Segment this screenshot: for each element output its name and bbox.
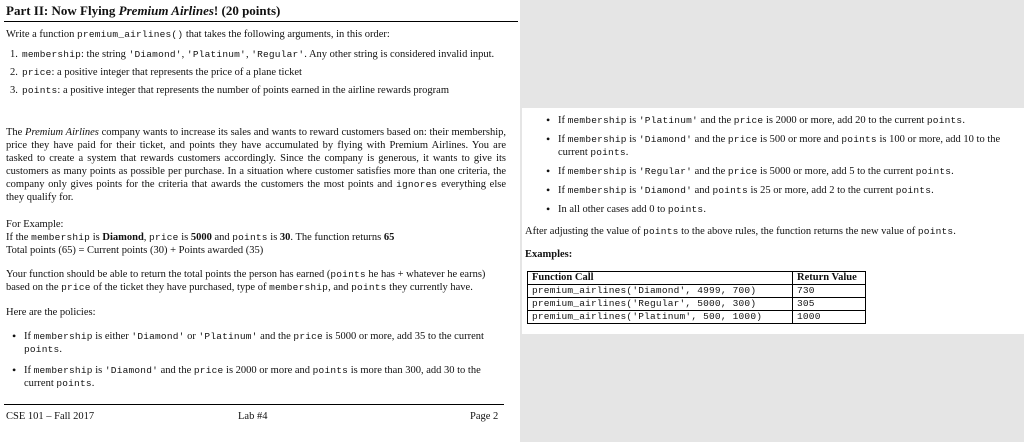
argument-value: 'Regular' bbox=[251, 49, 305, 60]
rule-text: . bbox=[931, 185, 934, 196]
rules-list bbox=[540, 114, 1020, 216]
intro-text: Write a function bbox=[6, 29, 78, 40]
rule-code: points bbox=[895, 185, 932, 196]
description-text: company wants to increase its sales and wants to reward customers based on: their membership, price they have paid for their ticket, and points they have accumulated by flying with Premium Airlines. You are tasked to create a system that rewards customers accordingly. Since the company is generous, it wants to give its customers as many points as possible per purchase. In a situation where customer satisfies more than one criteria, the company only gives points for the criteria that awards the customers the most points and bbox=[6, 127, 506, 190]
footer-lab: Lab #4 bbox=[238, 411, 268, 422]
policy-text: is 5000 or more, add 35 to the current bbox=[322, 331, 484, 342]
policy-text: If bbox=[24, 331, 34, 342]
ability-code: membership bbox=[269, 282, 329, 293]
rule-code: points bbox=[667, 204, 704, 215]
ability-text: , and bbox=[328, 282, 352, 293]
rule-text: In all other cases add 0 to bbox=[558, 204, 668, 215]
policy-text: is either bbox=[92, 331, 132, 342]
ability-code: points bbox=[330, 269, 366, 280]
argument-text: : a positive integer that represents the price of a plane ticket bbox=[51, 67, 302, 78]
rule-text: is 100 or more, add 10 to the current bbox=[558, 134, 1001, 158]
argument-list bbox=[6, 48, 511, 102]
example-text: , bbox=[143, 232, 150, 243]
policy-code: 'Platinum' bbox=[198, 331, 258, 342]
rule-item bbox=[540, 203, 1020, 216]
policy-text: and the bbox=[158, 365, 194, 376]
table-row bbox=[528, 285, 866, 298]
title-part: Part II: Now Flying bbox=[6, 3, 119, 18]
table-row bbox=[528, 311, 866, 324]
example-text: is bbox=[178, 232, 191, 243]
argument-value: 'Platinum' bbox=[186, 49, 246, 60]
policy-code: membership bbox=[33, 365, 93, 376]
footer-divider bbox=[4, 404, 504, 405]
rule-code: points bbox=[926, 115, 963, 126]
argument-value: 'Diamond' bbox=[128, 49, 182, 60]
title-divider bbox=[4, 21, 518, 22]
policy-code: points bbox=[312, 365, 349, 376]
example-text: If the bbox=[6, 232, 32, 243]
document-page-right bbox=[522, 108, 1024, 334]
rule-text: If bbox=[558, 115, 568, 126]
argument-text: : the string bbox=[81, 49, 129, 60]
rule-code: price bbox=[727, 166, 758, 177]
example-text: . The function returns bbox=[290, 232, 384, 243]
example-line-1 bbox=[6, 231, 394, 244]
return-value-cell: 730 bbox=[793, 285, 866, 298]
argument-number: 2. bbox=[10, 67, 18, 78]
policy-item bbox=[6, 330, 506, 356]
rule-text: is 2000 or more, add 20 to the current bbox=[763, 115, 927, 126]
argument-item bbox=[6, 84, 511, 97]
rule-code: membership bbox=[567, 134, 627, 145]
policy-code: price bbox=[193, 365, 224, 376]
rule-text: is 500 or more and bbox=[757, 134, 842, 145]
rule-text: . bbox=[625, 147, 629, 158]
example-bold: 5000 bbox=[190, 232, 212, 243]
policy-code: points bbox=[24, 344, 60, 355]
rule-text: . bbox=[962, 115, 965, 126]
rule-code: points bbox=[841, 134, 877, 145]
example-text: is bbox=[267, 232, 280, 243]
ability-paragraph bbox=[6, 268, 506, 294]
rule-item bbox=[540, 184, 1020, 197]
after-text: to the above rules, the function returns the new value of bbox=[678, 226, 918, 237]
examples-table bbox=[527, 271, 866, 324]
argument-item bbox=[6, 48, 511, 61]
rule-item bbox=[540, 133, 1020, 159]
argument-text: . Any other string is considered invalid input. bbox=[304, 49, 495, 60]
after-code: points bbox=[917, 226, 954, 237]
policy-text: If bbox=[24, 365, 34, 376]
argument-number: 3. bbox=[10, 85, 18, 96]
argument-name: price bbox=[22, 67, 52, 78]
rule-code: membership bbox=[567, 166, 627, 177]
column-header-return-value: Return Value bbox=[793, 272, 866, 285]
policy-code: 'Diamond' bbox=[104, 365, 159, 376]
after-paragraph bbox=[525, 225, 956, 238]
description-airline: Premium Airlines bbox=[25, 127, 99, 138]
rule-code: 'Regular' bbox=[638, 166, 693, 177]
policy-text: and the bbox=[257, 331, 294, 342]
rule-text: . bbox=[703, 204, 706, 215]
intro-function-name: premium_airlines() bbox=[77, 29, 184, 40]
rule-text: . bbox=[951, 166, 954, 177]
argument-separator: , bbox=[245, 49, 252, 60]
argument-name: membership bbox=[22, 49, 82, 60]
after-code: points bbox=[643, 226, 679, 237]
rule-code: membership bbox=[567, 115, 627, 126]
rule-code: points bbox=[712, 185, 748, 196]
ability-code: points bbox=[351, 282, 387, 293]
policy-code: 'Diamond' bbox=[131, 331, 185, 342]
rule-text: is bbox=[626, 166, 639, 177]
rule-text: and bbox=[692, 185, 713, 196]
rule-code: 'Diamond' bbox=[638, 134, 693, 145]
rule-code: membership bbox=[567, 185, 627, 196]
policy-code: membership bbox=[33, 331, 93, 342]
rule-code: points bbox=[590, 147, 626, 158]
return-value-cell: 305 bbox=[793, 298, 866, 311]
argument-name: points bbox=[22, 85, 58, 96]
rule-text: is bbox=[626, 115, 639, 126]
description-paragraph bbox=[6, 126, 506, 204]
page-title bbox=[6, 4, 280, 17]
rule-text: and the bbox=[692, 166, 728, 177]
policy-code: price bbox=[293, 331, 323, 342]
rule-code: 'Diamond' bbox=[638, 185, 693, 196]
function-call-cell: premium_airlines('Regular', 5000, 300) bbox=[528, 298, 793, 311]
rule-text: If bbox=[558, 134, 568, 145]
rule-text: If bbox=[558, 166, 568, 177]
return-value-cell: 1000 bbox=[793, 311, 866, 324]
rule-text: and the bbox=[692, 134, 728, 145]
policy-text: or bbox=[184, 331, 199, 342]
rule-text: is 25 or more, add 2 to the current bbox=[747, 185, 896, 196]
policies-list bbox=[6, 330, 506, 390]
rule-code: price bbox=[733, 115, 764, 126]
ability-code: price bbox=[61, 282, 91, 293]
function-call-cell: premium_airlines('Diamond', 4999, 700) bbox=[528, 285, 793, 298]
after-text: After adjusting the value of bbox=[525, 226, 644, 237]
rule-text: and the bbox=[697, 115, 734, 126]
rule-code: 'Platinum' bbox=[638, 115, 698, 126]
after-text: . bbox=[953, 226, 956, 237]
rule-code: points bbox=[915, 166, 952, 177]
table-row bbox=[528, 298, 866, 311]
rule-item bbox=[540, 165, 1020, 178]
example-text: is bbox=[90, 232, 103, 243]
example-code: points bbox=[232, 232, 268, 243]
argument-number: 1. bbox=[10, 49, 18, 60]
table-header-row bbox=[528, 272, 866, 285]
ability-text: of the ticket they have purchased, type of bbox=[90, 282, 270, 293]
rule-text: is bbox=[626, 134, 639, 145]
examples-label: Examples: bbox=[525, 249, 573, 260]
footer-page-number: Page 2 bbox=[470, 411, 499, 422]
policy-text: is more than 300, add 30 to the current bbox=[24, 365, 481, 389]
example-bold: 65 bbox=[383, 232, 395, 243]
title-points: ! (20 points) bbox=[213, 3, 281, 18]
footer-course: CSE 101 – Fall 2017 bbox=[6, 411, 95, 422]
intro-line bbox=[6, 28, 390, 41]
example-bold: 30 bbox=[279, 232, 291, 243]
policies-label: Here are the policies: bbox=[6, 307, 96, 318]
example-code: membership bbox=[31, 232, 91, 243]
policy-text: . bbox=[59, 344, 63, 355]
ability-text: he has + whatever he earns) based on the bbox=[6, 269, 486, 293]
description-text-end: everything else they qualify for. bbox=[6, 179, 506, 203]
rule-text: If bbox=[558, 185, 568, 196]
rule-text: is bbox=[626, 185, 639, 196]
example-label: For Example: bbox=[6, 219, 64, 230]
title-airline: Premium Airlines bbox=[118, 3, 214, 18]
argument-item bbox=[6, 66, 511, 79]
column-header-function-call: Function Call bbox=[528, 272, 793, 285]
example-code: price bbox=[149, 232, 179, 243]
description-text: The bbox=[6, 127, 26, 138]
example-line-2: Total points (65) = Current points (30) + Points awarded (35) bbox=[6, 245, 264, 256]
policy-text: is bbox=[92, 365, 105, 376]
policy-text: is 2000 or more and bbox=[223, 365, 313, 376]
argument-text: : a positive integer that represents the number of points earned in the airline rewards program bbox=[57, 85, 449, 96]
ability-text: Your function should be able to return the total points the person has earned ( bbox=[6, 269, 331, 280]
example-bold: Diamond bbox=[102, 232, 144, 243]
description-code: ignores bbox=[396, 179, 438, 190]
function-call-cell: premium_airlines('Platinum', 500, 1000) bbox=[528, 311, 793, 324]
rule-code: price bbox=[727, 134, 758, 145]
argument-separator: , bbox=[181, 49, 187, 60]
rule-item bbox=[540, 114, 1020, 127]
rule-text: is 5000 or more, add 5 to the current bbox=[757, 166, 916, 177]
intro-text-end: that takes the following arguments, in this order: bbox=[183, 29, 390, 40]
example-text: and bbox=[211, 232, 233, 243]
policy-item bbox=[6, 364, 506, 390]
policy-code: points bbox=[56, 378, 92, 389]
policy-text: . bbox=[91, 378, 95, 389]
ability-text: they currently have. bbox=[386, 282, 473, 293]
